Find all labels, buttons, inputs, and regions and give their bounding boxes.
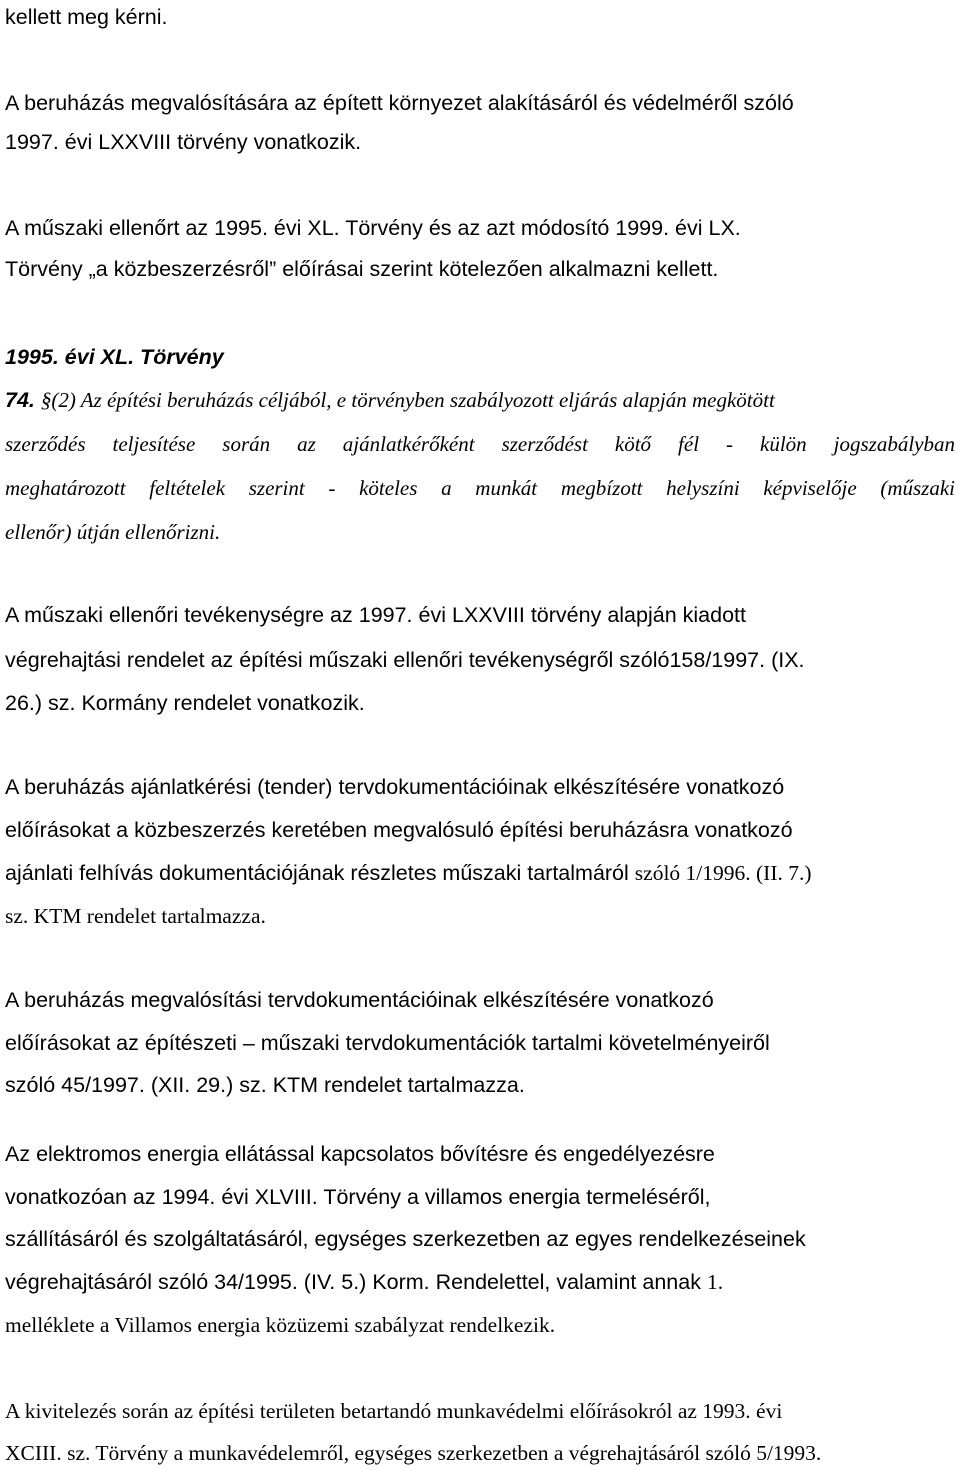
text-line: A beruházás megvalósítására az épített környezet alakításáról és védelméről szóló — [5, 91, 794, 115]
text-segment: ajánlati felhívás dokumentációjának részletes műszaki tartalmáról — [5, 861, 629, 885]
section-heading: 1995. évi XL. Törvény — [5, 345, 224, 369]
text-line: melléklete a Villamos energia közüzemi szabályzat rendelkezik. — [5, 1313, 556, 1337]
text-line: Az elektromos energia ellátással kapcsolatos bővítésre és engedélyezésre — [5, 1142, 715, 1166]
text-line: Törvény „a közbeszerzésről” előírásai szerint kötelezően alkalmazni kellett. — [5, 257, 719, 281]
text-segment: végrehajtásáról szóló 34/1995. (IV. 5.) Korm. Rendelettel, valamint annak — [5, 1270, 701, 1294]
text-line: szállításáról és szolgáltatásáról, egységes szerkezetben az egyes rendelkezéseinek — [5, 1227, 806, 1251]
text-line: végrehajtási rendelet az építési műszaki ellenőri tevékenységről szóló158/1997. (IX. — [5, 648, 805, 672]
text-line: XCIII. sz. Törvény a munkavédelemről, egységes szerkezetben a végrehajtásáról szóló 5/1993. — [5, 1441, 822, 1465]
text-segment-serif: 1. — [706, 1270, 724, 1294]
text-line: A beruházás megvalósítási tervdokumentációinak elkészítésére vonatkozó — [5, 988, 714, 1012]
text-line: szóló 45/1997. (XII. 29.) sz. KTM rendelet tartalmazza. — [5, 1073, 525, 1097]
text-line: 26.) sz. Kormány rendelet vonatkozik. — [5, 691, 365, 715]
text-line: sz. KTM rendelet tartalmazza. — [5, 904, 266, 928]
text-line: vonatkozóan az 1994. évi XLVIII. Törvény a villamos energia termeléséről, — [5, 1185, 711, 1209]
text-line: A műszaki ellenőri tevékenységre az 1997. évi LXXVIII törvény alapján kiadott — [5, 603, 746, 627]
law-text-line: meghatározott feltételek szerint - köteles a munkát megbízott helyszíni képviselője (műszaki — [5, 476, 955, 500]
text-line: A beruházás ajánlatkérési (tender) tervdokumentációinak elkészítésére vonatkozó — [5, 775, 785, 799]
text-line: A kivitelezés során az építési területen betartandó munkavédelmi előírásokról az 1993. évi — [5, 1399, 783, 1423]
text-line-mixed — [5, 860, 812, 886]
law-text: §(2) Az építési beruházás céljából, e törvényben szabályozott eljárás alapján megkötött — [40, 388, 775, 412]
text-line: kellett meg kérni. — [5, 5, 168, 29]
text-line: 1997. évi LXXVIII törvény vonatkozik. — [5, 130, 362, 154]
text-segment-serif: szóló 1/1996. (II. 7.) — [634, 861, 812, 885]
section-number: 74. — [5, 388, 35, 412]
law-text-line: ellenőr) útján ellenőrizni. — [5, 520, 221, 544]
text-line: előírásokat az építészeti – műszaki tervdokumentációk tartalmi követelményeiről — [5, 1031, 770, 1055]
law-paragraph-first-line — [5, 387, 955, 413]
text-line: előírásokat a közbeszerzés keretében megvalósuló építési beruházásra vonatkozó — [5, 818, 793, 842]
law-text-line: szerződés teljesítése során az ajánlatkérőként szerződést kötő fél - külön jogszabályban — [5, 432, 955, 456]
text-line-mixed — [5, 1269, 723, 1295]
text-line: A műszaki ellenőrt az 1995. évi XL. Törvény és az azt módosító 1999. évi LX. — [5, 216, 741, 240]
